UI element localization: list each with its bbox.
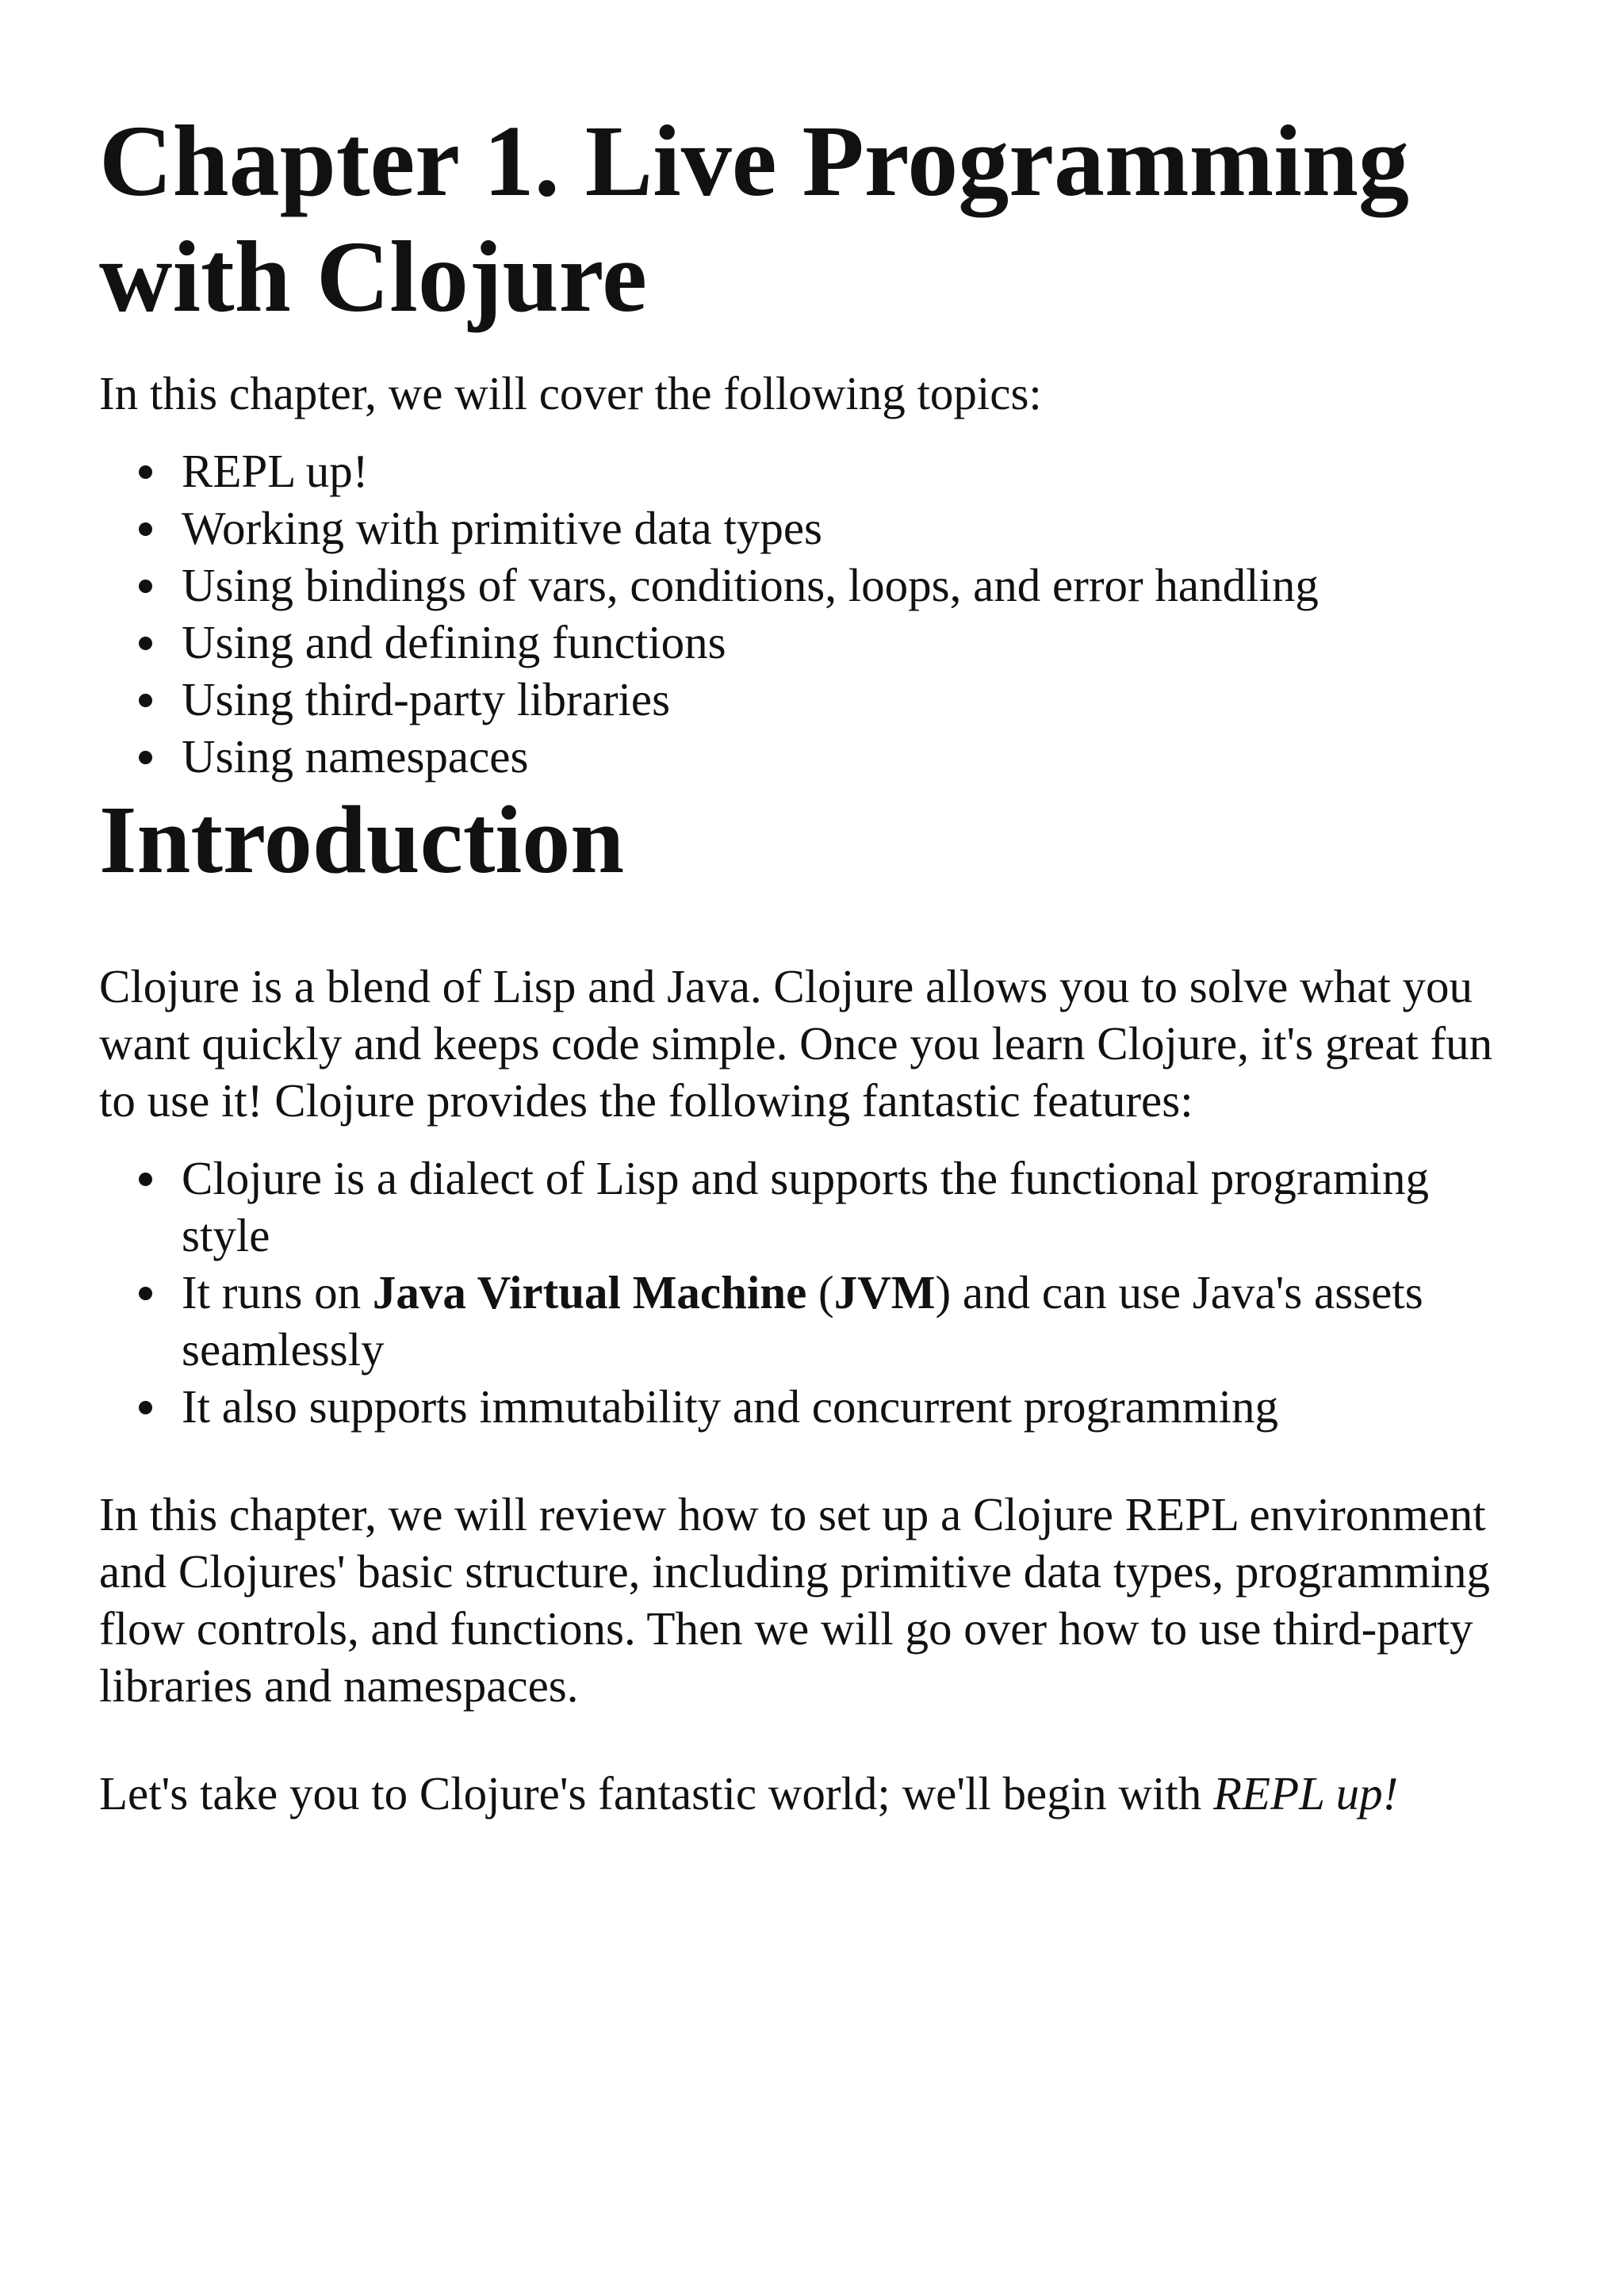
list-item bbox=[99, 557, 1526, 614]
features-list bbox=[99, 1150, 1526, 1435]
topic-text: Using namespaces bbox=[182, 730, 529, 783]
topic-text: REPL up! bbox=[182, 445, 369, 497]
list-item bbox=[99, 614, 1526, 671]
bullet-icon bbox=[139, 1401, 152, 1414]
closing-paragraph bbox=[99, 1765, 1526, 1822]
list-item bbox=[99, 499, 1526, 557]
chapter-overview-paragraph: In this chapter, we will review how to set up a Clojure REPL environment and Clojures' basic structure, including primitive data types, programming flow controls, and functions. Then we will go over how to use third-party libraries and namespaces. bbox=[99, 1488, 1491, 1712]
list-item bbox=[99, 1264, 1526, 1378]
list-item bbox=[99, 1150, 1526, 1264]
bullet-icon bbox=[139, 694, 152, 707]
chapter-intro: In this chapter, we will cover the following topics: bbox=[99, 367, 1042, 419]
bullet-icon bbox=[139, 1287, 152, 1300]
feature-mid: ( bbox=[806, 1266, 834, 1318]
section-heading-introduction: Introduction bbox=[99, 786, 625, 894]
bullet-icon bbox=[139, 1173, 152, 1186]
feature-prefix: It runs on bbox=[182, 1266, 373, 1318]
closing-text: Let's take you to Clojure's fantastic world; we'll begin with bbox=[99, 1767, 1213, 1820]
topics-list bbox=[99, 442, 1526, 785]
feature-suffix: ) and can use Java's assets seamlessly bbox=[182, 1266, 1423, 1376]
closing-italic: REPL up! bbox=[1213, 1767, 1399, 1820]
feature-bold-jvm: JVM bbox=[833, 1266, 936, 1318]
bullet-icon bbox=[139, 580, 152, 593]
topic-text: Using and defining functions bbox=[182, 616, 726, 668]
introduction-paragraph: Clojure is a blend of Lisp and Java. Clojure allows you to solve what you want quickly and keeps code simple. Once you learn Clojure, it's great fun to use it! Clojure provides the following fantastic features: bbox=[99, 960, 1493, 1127]
chapter-title: Chapter 1. Live Programming with Clojure bbox=[99, 105, 1409, 333]
feature-bold-jvm-full: Java Virtual Machine bbox=[372, 1266, 807, 1318]
document-page bbox=[99, 103, 1526, 1822]
bullet-icon bbox=[139, 522, 152, 536]
list-item bbox=[99, 1378, 1526, 1435]
list-item bbox=[99, 728, 1526, 785]
list-item bbox=[99, 442, 1526, 499]
bullet-icon bbox=[139, 637, 152, 650]
topic-text: Working with primitive data types bbox=[182, 502, 822, 554]
topic-text: Using bindings of vars, conditions, loops, and error handling bbox=[182, 559, 1319, 611]
bullet-icon bbox=[139, 751, 152, 764]
bullet-icon bbox=[139, 465, 152, 479]
feature-text: Clojure is a dialect of Lisp and supports the functional programing style bbox=[182, 1152, 1429, 1261]
list-item bbox=[99, 671, 1526, 728]
feature-text: It also supports immutability and concurrent programming bbox=[182, 1380, 1278, 1433]
topic-text: Using third-party libraries bbox=[182, 673, 671, 725]
